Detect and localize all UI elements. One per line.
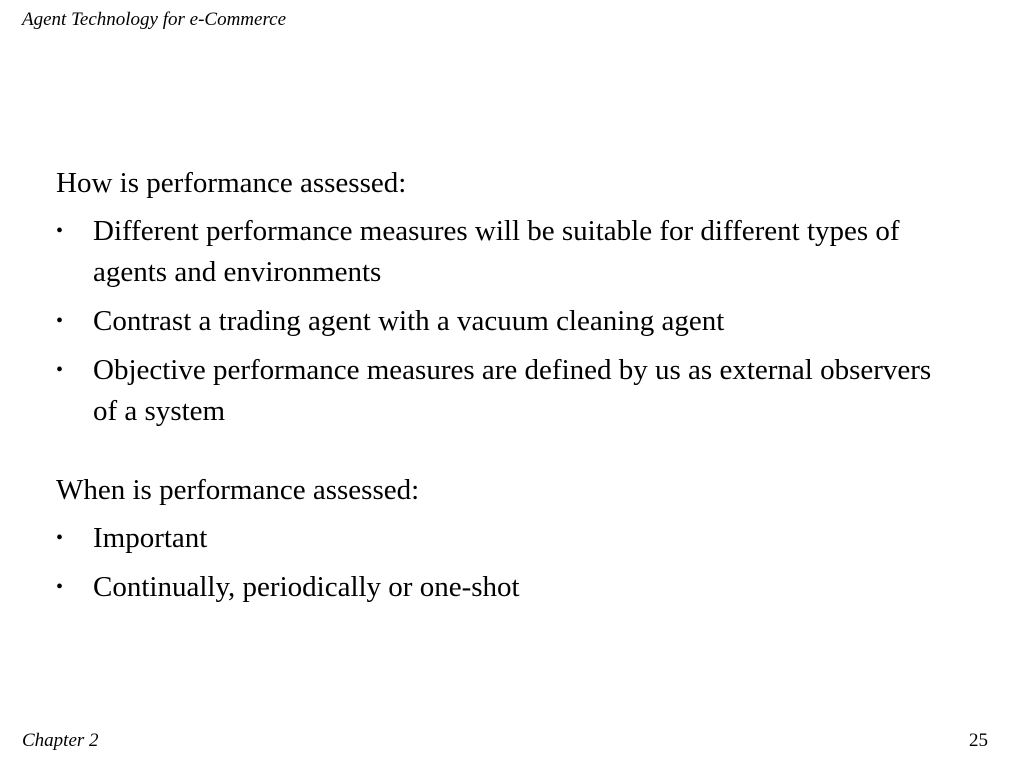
- bullet-icon: •: [56, 220, 64, 242]
- footer-chapter-label: Chapter 2: [22, 730, 99, 751]
- section-heading-how: How is performance assessed:: [56, 167, 407, 199]
- bullet-icon: •: [56, 576, 64, 598]
- footer-page-number: 25: [969, 730, 988, 751]
- section-heading-when: When is performance assessed:: [56, 474, 420, 506]
- bullet-item: [56, 567, 956, 608]
- section-spacer: [56, 432, 956, 470]
- bullet-item: [56, 211, 956, 293]
- bullet-icon: •: [56, 527, 64, 549]
- bullet-text: Important: [93, 522, 208, 554]
- bullet-list-how: [56, 211, 956, 432]
- bullet-icon: •: [56, 359, 64, 381]
- slide-body: [56, 163, 956, 608]
- bullet-text: Different performance measures will be suitable for different types of agents and environments: [93, 215, 900, 288]
- slide-header-title: Agent Technology for e-Commerce: [22, 9, 287, 30]
- bullet-item: [56, 350, 956, 432]
- bullet-list-when: [56, 518, 956, 608]
- bullet-item: [56, 301, 956, 342]
- bullet-item: [56, 518, 956, 559]
- bullet-text: Contrast a trading agent with a vacuum cleaning agent: [93, 305, 725, 337]
- bullet-text: Continually, periodically or one-shot: [93, 571, 520, 603]
- bullet-icon: •: [56, 310, 64, 332]
- bullet-text: Objective performance measures are defined by us as external observers of a system: [93, 354, 932, 427]
